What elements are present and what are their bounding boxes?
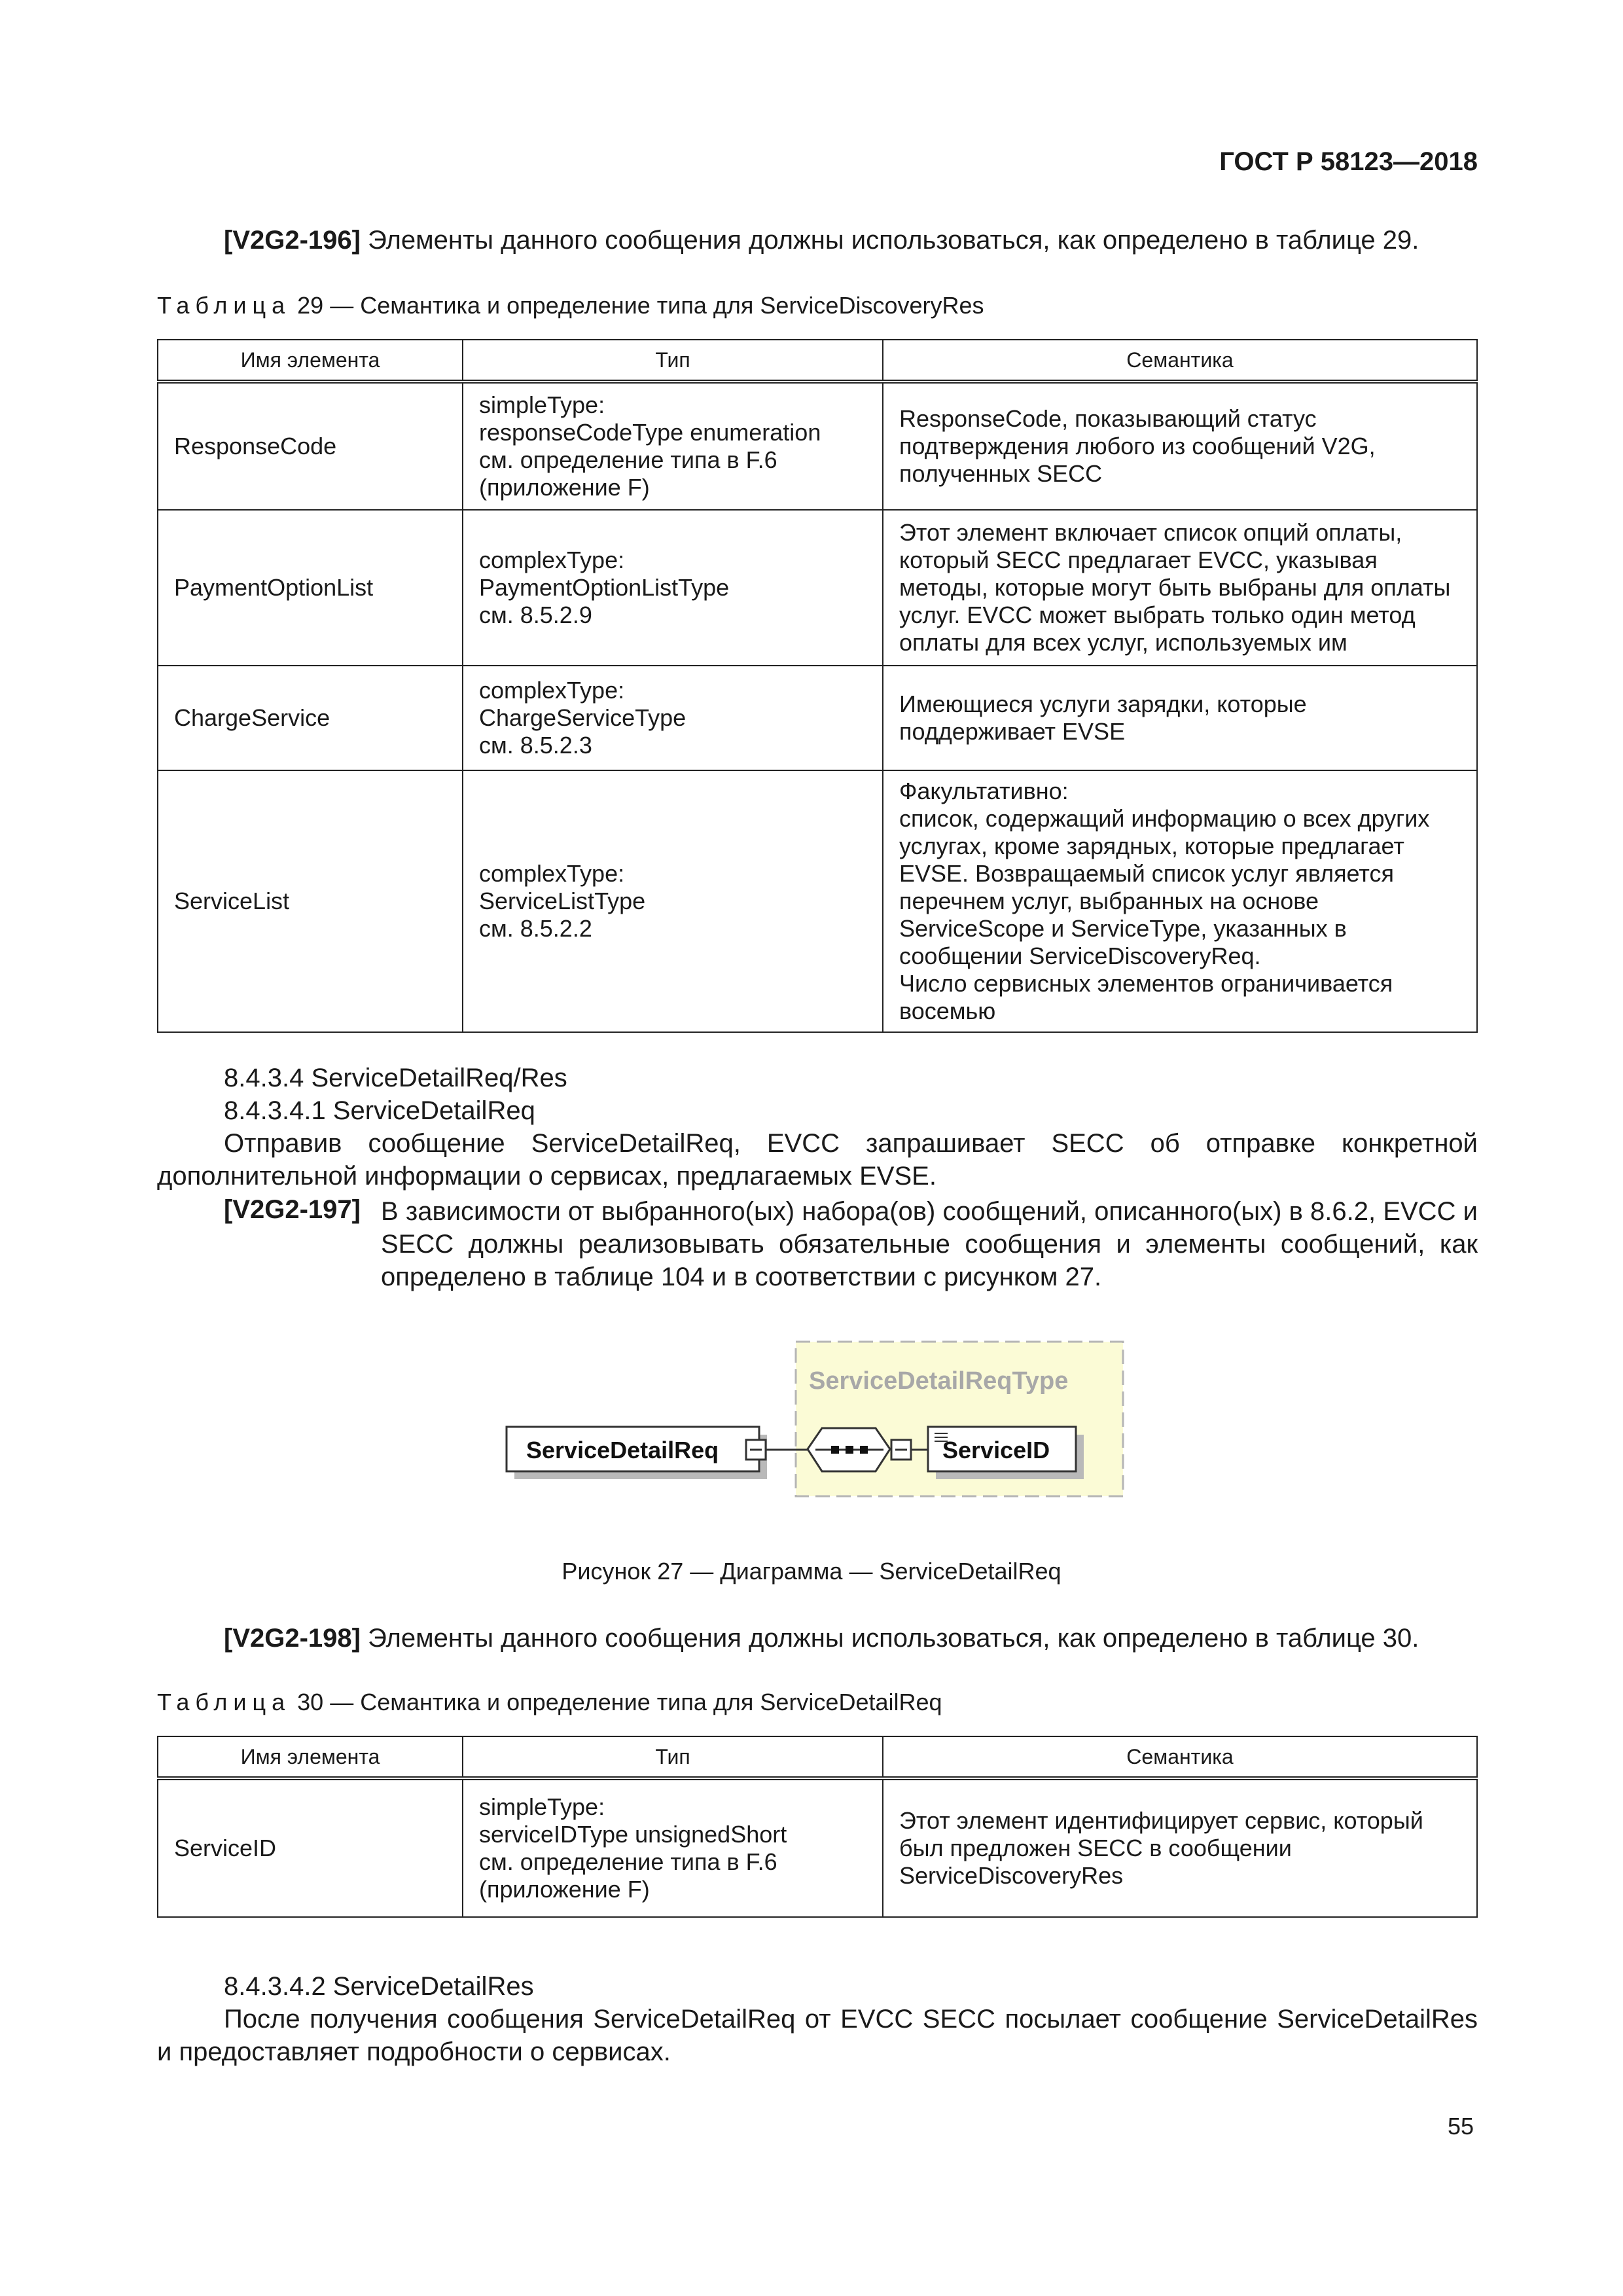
table-caption-prefix: Таблица bbox=[157, 292, 291, 319]
semantics-cell: Имеющиеся услуги зарядки, которые поддерживает EVSE bbox=[883, 666, 1477, 770]
table-header-row bbox=[158, 340, 1477, 382]
column-header: Тип bbox=[463, 340, 883, 382]
type-line: см. 8.5.2.3 bbox=[479, 732, 592, 759]
table-caption-text: 30 — Семантика и определение типа для ServiceDetailReq bbox=[291, 1689, 942, 1715]
requirement-ref: [V2G2-196] bbox=[224, 226, 361, 255]
type-cell bbox=[463, 770, 883, 1032]
table-29-caption bbox=[157, 292, 984, 319]
table-row bbox=[158, 770, 1477, 1032]
type-line: simpleType: bbox=[479, 391, 605, 418]
column-header: Имя элемента bbox=[158, 340, 463, 382]
section-heading-8-4-3-4-1: 8.4.3.4.1 ServiceDetailReq bbox=[224, 1096, 535, 1125]
element-label: ServiceDetailReq bbox=[526, 1437, 719, 1463]
table-row bbox=[158, 666, 1477, 770]
type-line: (приложение F) bbox=[479, 1876, 650, 1903]
type-line: см. 8.5.2.2 bbox=[479, 915, 592, 942]
table-row bbox=[158, 1778, 1477, 1917]
type-line: serviceIDType unsignedShort bbox=[479, 1821, 787, 1848]
type-line: complexType: bbox=[479, 677, 625, 704]
type-cell bbox=[463, 1778, 883, 1917]
type-line: complexType: bbox=[479, 547, 625, 573]
table-row bbox=[158, 382, 1477, 510]
type-line: ServiceListType bbox=[479, 888, 646, 914]
table-30 bbox=[157, 1736, 1478, 1918]
semantics-cell: Этот элемент включает список опций оплаты, который SECC предлагает EVCC, указывая методы, которые могут быть выбраны для оплаты услуг. EVCC может выбрать только один метод оплаты для всех услуг, используемых им bbox=[883, 510, 1477, 666]
semantics-cell: Этот элемент идентифицирует сервис, который был предложен SECC в сообщении ServiceDiscoveryRes bbox=[883, 1778, 1477, 1917]
paragraph-text: Элементы данного сообщения должны использоваться, как определено в таблице 30. bbox=[360, 1624, 1419, 1653]
requirement-ref: [V2G2-197] bbox=[224, 1195, 361, 1224]
paragraph-servicedetailres-intro: После получения сообщения ServiceDetailReq от EVCC SECC посылает сообщение ServiceDetailRes и предоставляет подробности о сервисах. bbox=[157, 2005, 1478, 2066]
semantics-cell: ResponseCode, показывающий статус подтверждения любого из сообщений V2G, полученных SECC bbox=[883, 382, 1477, 510]
figure-27-caption: Рисунок 27 — Диаграмма — ServiceDetailReq bbox=[562, 1558, 1061, 1585]
table-29 bbox=[157, 339, 1478, 1033]
type-line: см. 8.5.2.9 bbox=[479, 601, 592, 628]
type-line: см. определение типа в F.6 bbox=[479, 1848, 777, 1875]
page-number: 55 bbox=[1447, 2113, 1474, 2140]
type-line: ChargeServiceType bbox=[479, 704, 687, 731]
element-name-cell: PaymentOptionList bbox=[158, 510, 463, 666]
element-name-cell: ServiceList bbox=[158, 770, 463, 1032]
paragraph-servicedetailreq-intro: Отправив сообщение ServiceDetailReq, EVCC запрашивает SECC об отправке конкретной дополнительной информации о сервисах, предлагаемых EVSE. bbox=[157, 1129, 1478, 1191]
element-name-cell: ResponseCode bbox=[158, 382, 463, 510]
column-header: Семантика bbox=[883, 1736, 1477, 1778]
sequence-dot bbox=[860, 1446, 868, 1454]
type-line: responseCodeType enumeration bbox=[479, 419, 821, 446]
column-header: Имя элемента bbox=[158, 1736, 463, 1778]
type-cell bbox=[463, 510, 883, 666]
sequence-dot bbox=[846, 1446, 853, 1454]
type-label: ServiceDetailReqType bbox=[809, 1367, 1069, 1395]
type-cell bbox=[463, 666, 883, 770]
element-name-cell: ChargeService bbox=[158, 666, 463, 770]
paragraph-text: Элементы данного сообщения должны использоваться, как определено в таблице 29. bbox=[360, 226, 1419, 255]
section-heading-8-4-3-4: 8.4.3.4 ServiceDetailReq/Res bbox=[224, 1064, 567, 1092]
table-caption-text: 29 — Семантика и определение типа для ServiceDiscoveryRes bbox=[291, 292, 984, 319]
column-header: Семантика bbox=[883, 340, 1477, 382]
paragraph-v2g2-196 bbox=[157, 224, 1478, 257]
type-line: complexType: bbox=[479, 860, 625, 887]
type-line: (приложение F) bbox=[479, 474, 650, 501]
requirement-ref: [V2G2-198] bbox=[224, 1624, 361, 1653]
semantics-cell: Факультативно: список, содержащий информацию о всех других услугах, кроме зарядных, которые предлагает EVSE. Возвращаемый список услуг является перечнем услуг, выбранных на основе ServiceScope и ServiceType, указанных в сообщении ServiceDiscoveryReq. Число сервисных элементов ограничивается восемью bbox=[883, 770, 1477, 1032]
type-line: PaymentOptionListType bbox=[479, 574, 730, 601]
child-element-label: ServiceID bbox=[942, 1437, 1050, 1463]
element-name-cell: ServiceID bbox=[158, 1778, 463, 1917]
table-header-row bbox=[158, 1736, 1477, 1778]
type-line: simpleType: bbox=[479, 1793, 605, 1820]
type-cell bbox=[463, 382, 883, 510]
paragraph-v2g2-198 bbox=[157, 1622, 1478, 1655]
sequence-dot bbox=[831, 1446, 839, 1454]
type-line: см. определение типа в F.6 bbox=[479, 446, 777, 473]
table-caption-prefix: Таблица bbox=[157, 1689, 291, 1715]
requirement-text: В зависимости от выбранного(ых) набора(ов) сообщений, описанного(ых) в 8.6.2, EVCC и SECC должны реализовывать обязательные сообщения и элементы сообщений, как определено в таблице 104 и в соответствии с рисунком 27. bbox=[381, 1197, 1478, 1291]
document-standard-header: ГОСТ Р 58123—2018 bbox=[1219, 147, 1478, 176]
table-row bbox=[158, 510, 1477, 666]
section-heading-8-4-3-4-2: 8.4.3.4.2 ServiceDetailRes bbox=[224, 1972, 534, 2001]
table-30-caption bbox=[157, 1689, 942, 1716]
column-header: Тип bbox=[463, 1736, 883, 1778]
figure-27-diagram bbox=[0, 1322, 1623, 1532]
